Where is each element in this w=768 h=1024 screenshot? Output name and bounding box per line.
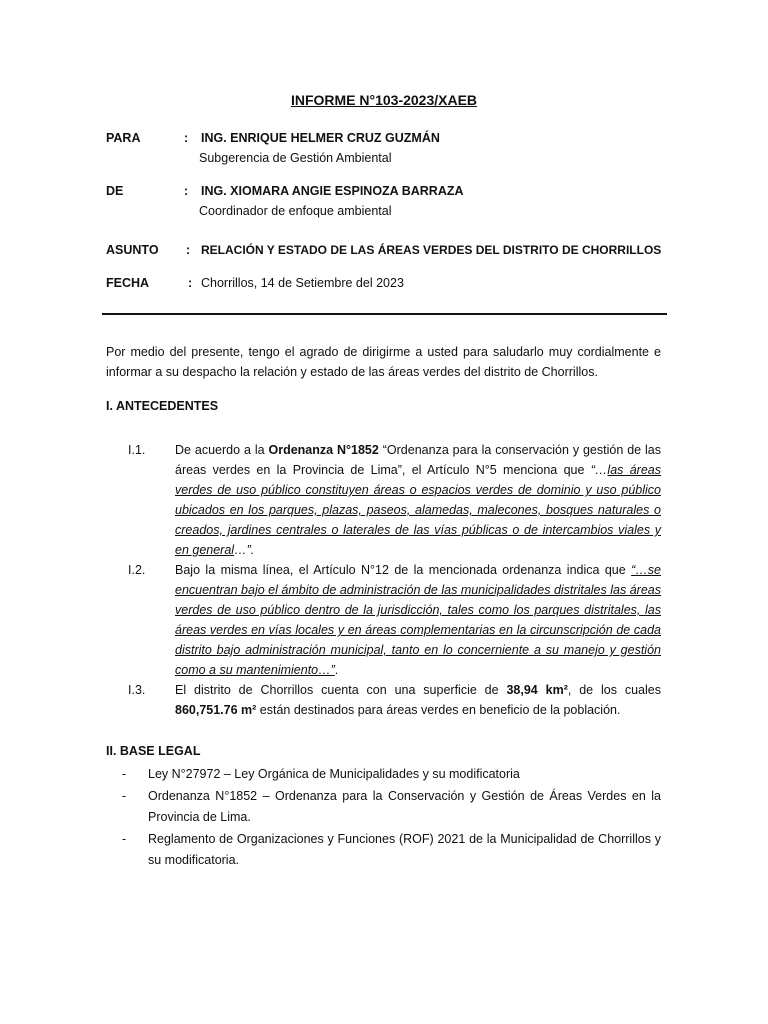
item-text	[175, 680, 661, 720]
quote-mark: “…	[590, 463, 608, 477]
item-text-part: , de los cuales	[567, 683, 661, 697]
de-role: Coordinador de enfoque ambiental	[199, 204, 392, 218]
legal-basis-text: Ordenanza N°1852 – Ordenanza para la Conservación y Gestión de Áreas Verdes en la Provincia de Lima.	[148, 789, 661, 824]
de-name: ING. XIOMARA ANGIE ESPINOZA BARRAZA	[201, 184, 464, 198]
item-number: I.3.	[128, 683, 146, 697]
item-number: I.1.	[128, 443, 146, 457]
de-label: DE	[106, 184, 124, 198]
item-text-part: “Ordenanza para la conservación y gestión de las áreas verdes en la Provincia de Lima”, el Artículo N°5 menciona que	[175, 443, 661, 477]
de-colon: :	[184, 184, 189, 198]
asunto-colon: :	[186, 243, 191, 257]
section-antecedentes-heading: I. ANTECEDENTES	[106, 399, 219, 413]
ordinance-reference: Ordenanza N°1852	[268, 443, 379, 457]
item-text-part: Bajo la misma línea, el Artículo N°12 de la mencionada ordenanza indica que	[175, 563, 632, 577]
item-text	[175, 440, 661, 560]
intro-paragraph: Por medio del presente, tengo el agrado de dirigirme a usted para saludarlo muy cordialmente e informar a su despacho la relación y estado de las áreas verdes del distrito de Chorrillos.	[106, 345, 661, 379]
bullet-dash: -	[122, 832, 127, 846]
fecha-value: Chorrillos, 14 de Setiembre del 2023	[201, 276, 404, 290]
item-number: I.2.	[128, 563, 146, 577]
item-text	[175, 560, 661, 680]
fecha-label: FECHA	[106, 276, 150, 290]
legal-quote: “…se encuentran bajo el ámbito de administración de las municipalidades distritales las áreas verdes de uso público dentro de la jurisdicción, tales como los parques distritales, las áreas verdes en vías locales y en áreas complementarias en la circunscripción de cada distrito bajo administración municipal, tanto en lo concerniente a su manejo y gestión como a su mantenimiento…”	[175, 563, 661, 677]
quote-mark: …”.	[234, 543, 255, 557]
para-name: ING. ENRIQUE HELMER CRUZ GUZMÁN	[201, 131, 440, 145]
report-title: INFORME N°103-2023/XAEB	[290, 92, 478, 108]
bullet-dash: -	[122, 767, 127, 781]
header-divider	[102, 313, 667, 315]
para-role: Subgerencia de Gestión Ambiental	[199, 151, 392, 165]
legal-basis-text: Ley N°27972 – Ley Orgánica de Municipalidades y su modificatoria	[148, 767, 520, 781]
item-text-part: están destinados para áreas verdes en beneficio de la población.	[256, 703, 621, 717]
asunto-label: ASUNTO	[106, 243, 159, 257]
item-text-part: De acuerdo a la	[175, 443, 269, 457]
asunto-value: RELACIÓN Y ESTADO DE LAS ÁREAS VERDES DEL DISTRITO DE CHORRILLOS	[201, 243, 662, 257]
item-text-part: El distrito de Chorrillos cuenta con una superficie de	[175, 683, 507, 697]
district-area: 38,94 km²	[506, 683, 568, 697]
para-label: PARA	[106, 131, 141, 145]
legal-quote: las áreas verdes de uso público constituyen áreas o espacios verdes de dominio y uso público ubicados en los parques, plazas, paseos, alamedas, malecones, bosques naturales o creados, jardines centrales o laterales de las vías públicas o de intercambios viales y en general	[175, 463, 661, 557]
legal-basis-text: Reglamento de Organizaciones y Funciones (ROF) 2021 de la Municipalidad de Chorrillos y su modificatoria.	[148, 832, 661, 867]
bullet-dash: -	[122, 789, 127, 803]
fecha-colon: :	[188, 276, 193, 290]
section-base-legal-heading: II. BASE LEGAL	[106, 744, 201, 758]
para-colon: :	[184, 131, 189, 145]
green-area-total: 860,751.76 m²	[175, 703, 257, 717]
item-text-part: .	[334, 663, 339, 677]
